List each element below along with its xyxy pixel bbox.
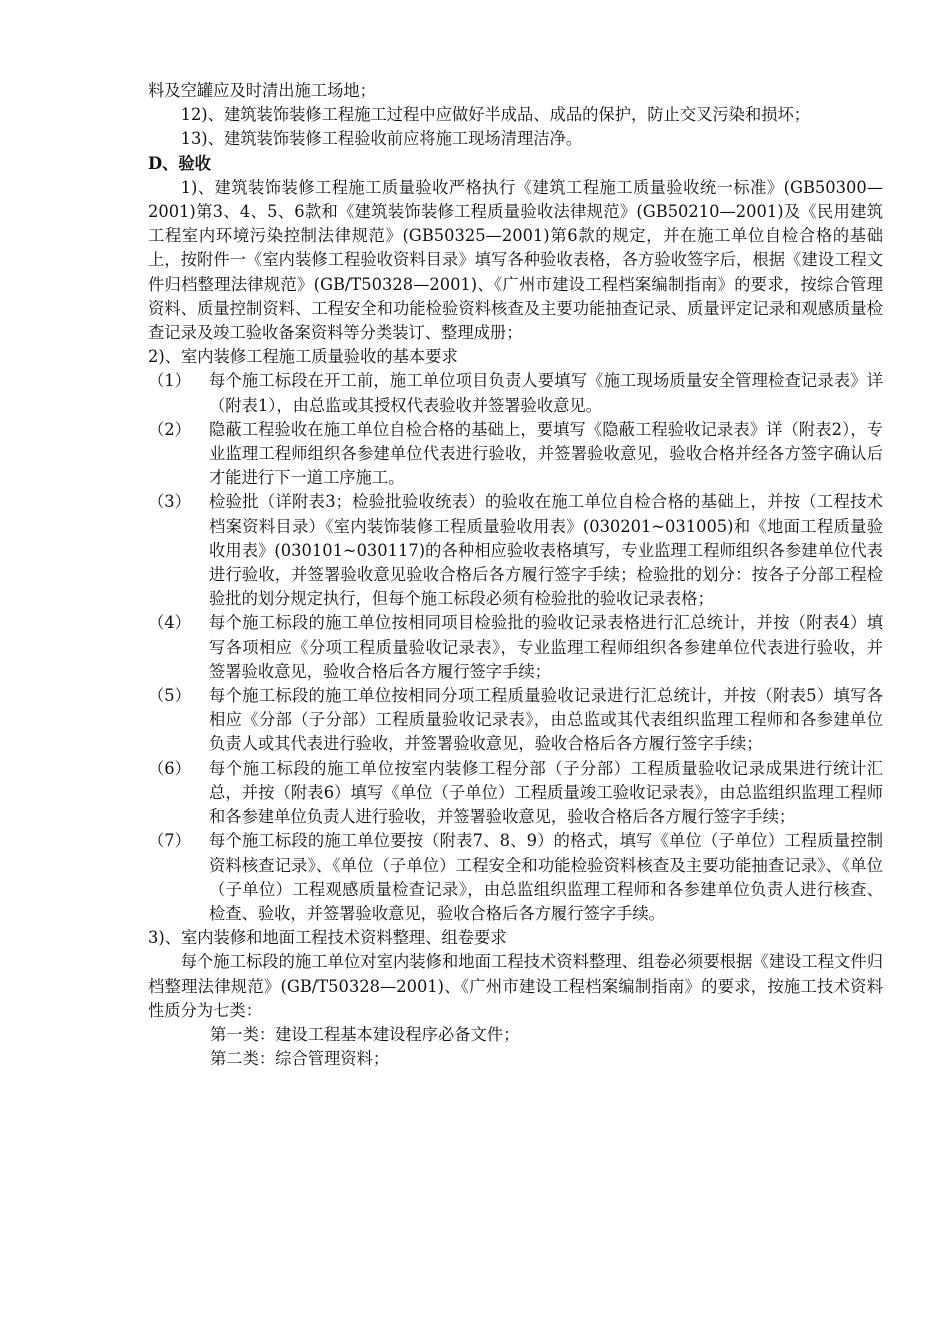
list-item	[148, 757, 883, 830]
paragraph-1: 1)、建筑装饰装修工程施工质量验收严格执行《建筑工程施工质量验收统一标准》(GB50300—2001)第3、4、5、6款和《建筑装饰装修工程质量验收法律规范》(GB50210—2001)及《民用建筑工程室内环境污染控制法律规范》(GB50325—2001)第6款的规定，并在施工单位自检合格的基础上，按附件一《室内装修工程验收资料目录》填写各种验收表格，各方验收签字后，根据《建设工程文件归档整理法律规范》(GB/T50328—2001)、《广州市建设工程档案编制指南》的要求，按综合管理资料、质量控制资料、工程安全和功能检验资料核查及主要功能抽查记录、质量评定记录和观感质量检查记录及竣工验收备案资料等分类装订、整理成册；	[148, 177, 883, 343]
list-item-text: 隐蔽工程验收在施工单位自检合格的基础上，要填写《隐蔽工程验收记录表》详（附表2），专业监理工程师组织各参建单位代表进行验收，并签署验收意见，验收合格并经各方签字确认后才能进行下一道工序施工。	[209, 419, 883, 488]
list-item	[148, 418, 883, 491]
paragraph-3: 每个施工标段的施工单位对室内装修和地面工程技术资料整理、组卷必须要根据《建设工程文件归档整理法律规范》(GB/T50328—2001)、《广州市建设工程档案编制指南》的要求，按施工技术资料性质分为七类：	[148, 952, 883, 1020]
list-item	[148, 611, 883, 684]
list-item-number: （4）	[148, 613, 191, 633]
list-item-number: （2）	[148, 419, 191, 439]
list-item-number: （1）	[148, 371, 191, 391]
list-item-number: （3）	[148, 492, 191, 512]
list-item-text: 每个施工标段的施工单位按相同分项工程质量验收记录进行汇总统计，并按（附表5）填写各相应《分部（子分部）工程质量验收记录表》，由总监或其代表组织监理工程师和各参建单位负责人或其代表进行验收，并签署验收意见，验收合格后各方履行签字手续；	[209, 686, 883, 754]
category-line: 第一类：建设工程基本建设程序必备文件；	[210, 1024, 520, 1044]
list-item-text: 每个施工标段的施工单位按相同项目检验批的验收记录表格进行汇总统计，并按（附表4）填写各项相应《分项工程质量验收记录表》，专业监理工程师组织各参建单位代表进行验收，并签署验收意见，验收合格后各方履行签字手续；	[209, 613, 883, 681]
list-item	[148, 490, 883, 611]
list-item	[148, 684, 883, 757]
section-heading-2: 2)、室内装修工程施工质量验收的基本要求	[148, 347, 458, 367]
intro-line-12: 12)、建筑装饰装修工程施工过程中应做好半成品、成品的保护，防止交叉污染和损坏；	[180, 105, 811, 125]
section-heading-d: D、验收	[148, 153, 211, 173]
list-item-text: 检验批（详附表3；检验批验收统表）的验收在施工单位自检合格的基础上，并按（工程技术档案资料目录）《室内装饰装修工程质量验收用表》(030201~031005)和《地面工程质量验收用表》(030101~030117)的各种相应验收表格填写，专业监理工程师组织各参建单位代表进行验收，并签署验收意见验收合格后各方履行签字手续；检验批的划分：按各子分部工程检验批的划分规定执行，但每个施工标段必须有检验批的验收记录表格；	[209, 492, 883, 609]
list-item-number: （7）	[148, 831, 191, 851]
document-body	[148, 79, 883, 1071]
list-item-text: 每个施工标段的施工单位要按（附表7、8、9）的格式，填写《单位（子单位）工程质量控制资料核查记录》、《单位（子单位）工程安全和功能检验资料核查及主要功能抽查记录》、《单位（子单位）工程观感质量检查记录》，由总监组织监理工程师和各参建单位负责人进行核查、检查、验收，并签署验收意见，验收合格后各方履行签字手续。	[209, 831, 883, 923]
category-line: 第二类：综合管理资料；	[210, 1049, 390, 1069]
list-item-text: 每个施工标段的施工单位按室内装修工程分部（子分部）工程质量验收记录成果进行统计汇总，并按（附表6）填写《单位（子单位）工程质量竣工验收记录表》，由总监组织监理工程师和各参建单位负责人进行验收，并签署验收意见，验收合格后各方履行签字手续；	[209, 758, 883, 827]
list-item-number: （6）	[148, 758, 191, 778]
intro-line-1: 料及空罐应及时清出施工场地；	[148, 81, 376, 100]
section-heading-3: 3)、室内装修和地面工程技术资料整理、组卷要求	[148, 928, 507, 948]
list-item-text: 每个施工标段在开工前，施工单位项目负责人要填写《施工现场质量安全管理检查记录表》详（附表1），由总监或其授权代表验收并签署验收意见。	[209, 371, 883, 415]
list-item	[148, 369, 883, 417]
list-item	[148, 829, 883, 926]
intro-line-13: 13)、建筑装饰装修工程验收前应将施工现场清理洁净。	[180, 129, 583, 149]
list-item-number: （5）	[148, 686, 191, 706]
